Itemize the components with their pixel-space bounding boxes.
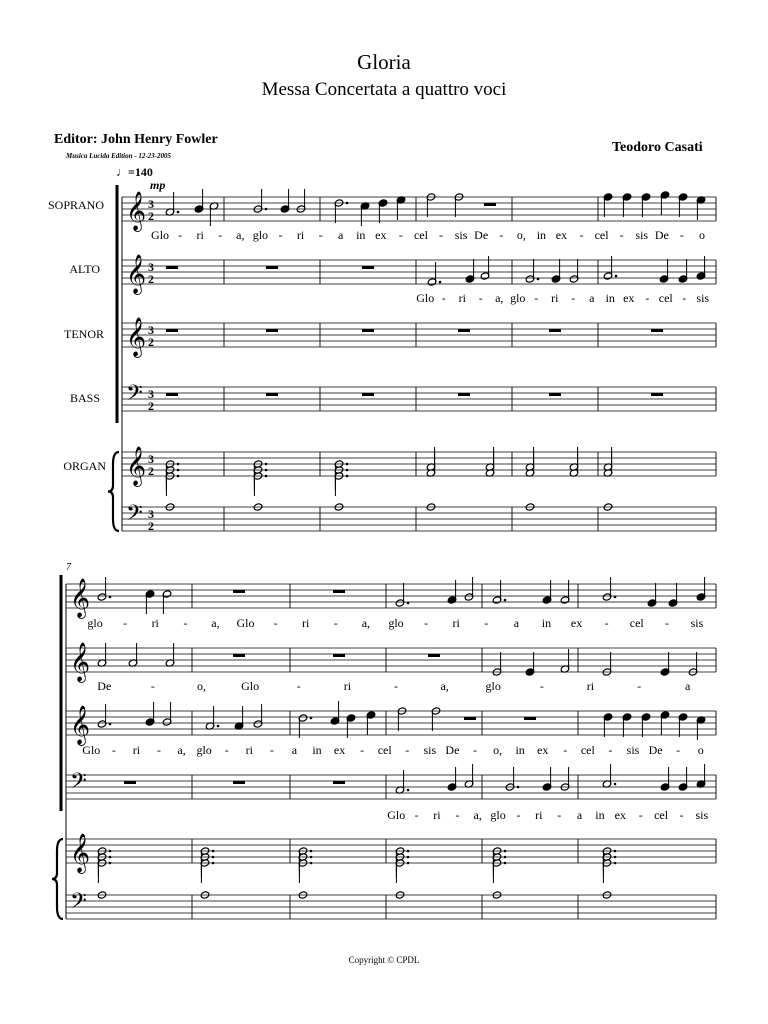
- treble-clef-icon: 𝄞: [126, 317, 147, 357]
- lyric-syllable: cel: [629, 616, 644, 630]
- note-dot: [310, 862, 313, 865]
- treble-clef-icon: 𝄞: [70, 705, 91, 745]
- note-dot: [109, 596, 112, 599]
- lyric-syllable: -: [484, 616, 489, 630]
- lyric-syllable: -: [318, 228, 323, 242]
- treble-clef-icon: 𝄞: [70, 578, 91, 618]
- lyric-syllable: -: [178, 228, 183, 242]
- lyric-syllable: -: [278, 228, 283, 242]
- page-title: Gloria: [357, 50, 411, 74]
- lyric-syllable: -: [557, 808, 562, 822]
- lyric-syllable: sis: [626, 743, 640, 757]
- lyric-syllable: cel: [594, 228, 609, 242]
- whole-rest: [333, 654, 345, 657]
- lyric-syllable: -: [183, 616, 188, 630]
- tempo-marking: ♩=140: [116, 165, 153, 179]
- lyric-syllable: ex: [614, 808, 626, 822]
- lyric-syllable: -: [682, 291, 687, 305]
- note-dot: [615, 275, 618, 278]
- lyric-syllable: sis: [690, 616, 704, 630]
- whole-rest: [464, 717, 476, 720]
- lyric-syllable: -: [269, 743, 274, 757]
- lyric-syllable: -: [571, 291, 576, 305]
- lyric-syllable: a: [291, 743, 298, 757]
- lyric-syllable: -: [473, 743, 477, 757]
- lyric-syllable: Glo: [241, 679, 260, 693]
- lyric-syllable: De: [445, 743, 460, 757]
- lyric-syllable: -: [604, 616, 609, 630]
- note-dot: [407, 856, 410, 859]
- note-dot: [265, 463, 268, 466]
- lyric-syllable: ri: [151, 616, 159, 630]
- lyric-syllable: Glo: [82, 743, 101, 757]
- lyric-syllable: a,: [440, 679, 449, 693]
- lyric-syllable: -: [638, 808, 643, 822]
- bass-clef-icon: 𝄢: [126, 501, 143, 531]
- whole-rest: [428, 654, 440, 657]
- note-dot: [537, 278, 540, 281]
- time-signature-top: 3: [148, 197, 154, 211]
- lyric-syllable: De: [648, 743, 663, 757]
- note-dot: [504, 850, 507, 853]
- note-dot: [346, 475, 349, 478]
- lyric-syllable: a: [513, 616, 520, 630]
- whole-rest: [166, 393, 178, 396]
- composer-credit: Teodoro Casati: [612, 140, 703, 155]
- whole-rest: [233, 590, 245, 593]
- note-dot: [177, 475, 180, 478]
- lyric-syllable: in: [541, 616, 552, 630]
- time-signature-bottom: 2: [148, 464, 154, 478]
- lyric-syllable: in: [536, 228, 547, 242]
- lyric-syllable: o,: [516, 228, 526, 242]
- note-dot: [504, 862, 507, 865]
- voice-label-bass: BASS: [69, 391, 100, 405]
- lyric-syllable: glo: [252, 228, 269, 242]
- page-subtitle: Messa Concertata a quattro voci: [261, 79, 507, 100]
- note-dot: [212, 862, 215, 865]
- lyric-syllable: -: [439, 228, 444, 242]
- lyric-syllable: o: [697, 743, 704, 757]
- note-dot: [212, 856, 215, 859]
- time-signature-top: 3: [148, 323, 154, 337]
- whole-rest: [233, 781, 245, 784]
- lyric-syllable: -: [218, 228, 223, 242]
- note-dot: [407, 789, 410, 792]
- lyric-syllable: ex: [555, 228, 568, 242]
- lyric-syllable: Glo: [236, 616, 255, 630]
- lyric-syllable: De: [97, 679, 112, 693]
- lyric-syllable: sis: [695, 808, 709, 822]
- whole-rest: [549, 329, 561, 332]
- measure-number: 7: [66, 562, 71, 573]
- lyric-syllable: -: [150, 679, 155, 693]
- lyric-syllable: cel: [377, 743, 392, 757]
- time-signature-top: 3: [148, 507, 154, 521]
- note-dot: [310, 717, 313, 720]
- lyric-syllable: ri: [302, 616, 310, 630]
- lyric-syllable: ex: [333, 743, 346, 757]
- bass-clef-icon: 𝄢: [70, 769, 87, 799]
- lyric-syllable: -: [455, 808, 460, 822]
- time-signature-top: 3: [148, 452, 154, 466]
- note-dot: [346, 469, 349, 472]
- time-signature-bottom: 2: [148, 335, 154, 349]
- lyric-syllable: -: [360, 743, 365, 757]
- whole-rest: [124, 781, 136, 784]
- lyric-syllable: ri: [452, 616, 460, 630]
- note-dot: [109, 856, 112, 859]
- note-dot: [614, 856, 617, 859]
- lyric-syllable: cel: [580, 743, 595, 757]
- lyric-syllable: -: [645, 291, 650, 305]
- lyric-syllable: glo: [510, 291, 526, 305]
- whole-rest: [333, 781, 345, 784]
- organ-brace-icon: [108, 452, 119, 531]
- lyric-syllable: a,: [495, 291, 504, 305]
- lyric-syllable: glo: [490, 808, 506, 822]
- lyric-syllable: -: [664, 616, 669, 630]
- lyric-syllable: -: [478, 291, 483, 305]
- note-dot: [177, 211, 180, 214]
- note-dot: [614, 850, 617, 853]
- note-dot: [407, 862, 410, 865]
- lyric-syllable: -: [563, 743, 568, 757]
- lyric-syllable: glo: [485, 679, 501, 693]
- whole-rest: [484, 203, 496, 206]
- lyric-syllable: ex: [570, 616, 583, 630]
- lyric-syllable: a,: [236, 228, 245, 242]
- copyright-notice: Copyright © CPDL: [348, 955, 420, 965]
- lyric-syllable: -: [619, 228, 624, 242]
- lyric-syllable: glo: [388, 616, 404, 630]
- treble-clef-icon: 𝄞: [126, 191, 147, 231]
- note-dot: [265, 475, 268, 478]
- lyric-syllable: o,: [197, 679, 207, 693]
- whole-rest: [362, 329, 374, 332]
- note-dot: [310, 850, 313, 853]
- lyric-syllable: ri: [551, 291, 559, 305]
- lyric-syllable: ri: [132, 743, 141, 757]
- note-dot: [109, 723, 112, 726]
- lyric-syllable: -: [534, 291, 539, 305]
- lyric-syllable: glo: [196, 743, 212, 757]
- lyric-syllable: cel: [658, 291, 673, 305]
- lyric-syllable: cel: [654, 808, 669, 822]
- lyric-syllable: in: [312, 743, 322, 757]
- lyric-syllable: in: [595, 808, 605, 822]
- time-signature-top: 3: [148, 260, 154, 274]
- whole-rest: [458, 393, 470, 396]
- lyric-syllable: ri: [433, 808, 441, 822]
- lyric-syllable: ri: [196, 228, 204, 242]
- note-dot: [265, 208, 268, 211]
- whole-rest: [266, 393, 278, 396]
- edition-note: Musica Lucida Edition - 12-23-2005: [66, 152, 172, 160]
- lyric-syllable: -: [579, 228, 584, 242]
- whole-rest: [362, 266, 374, 269]
- time-signature-bottom: 2: [148, 519, 154, 533]
- note-dot: [407, 602, 410, 605]
- lyric-syllable: -: [398, 228, 403, 242]
- lyric-syllable: -: [679, 228, 684, 242]
- whole-rest: [651, 329, 663, 332]
- lyric-syllable: a,: [361, 616, 371, 630]
- whole-rest: [524, 717, 536, 720]
- whole-rest: [651, 393, 663, 396]
- lyric-syllable: -: [111, 743, 116, 757]
- note-dot: [177, 469, 180, 472]
- note-dot: [109, 862, 112, 865]
- lyric-syllable: sis: [696, 291, 710, 305]
- lyric-syllable: -: [405, 743, 410, 757]
- note-dot: [346, 202, 349, 205]
- lyric-syllable: De: [654, 228, 669, 242]
- lyric-syllable: -: [333, 616, 338, 630]
- lyric-syllable: a: [589, 291, 595, 305]
- note-dot: [265, 469, 268, 472]
- whole-rest: [362, 393, 374, 396]
- lyric-syllable: -: [608, 743, 613, 757]
- whole-rest: [233, 654, 245, 657]
- lyric-syllable: -: [224, 743, 229, 757]
- whole-rest: [333, 590, 345, 593]
- editor-credit: Editor: John Henry Fowler: [54, 132, 218, 147]
- time-signature-bottom: 2: [148, 209, 154, 223]
- lyric-syllable: -: [539, 679, 544, 693]
- voice-label-alto: ALTO: [69, 262, 100, 276]
- note-dot: [439, 281, 442, 284]
- whole-rest: [549, 393, 561, 396]
- time-signature-bottom: 2: [148, 399, 154, 413]
- lyric-syllable: in: [605, 291, 615, 305]
- bass-clef-icon: 𝄢: [70, 889, 87, 919]
- dynamic-marking: mp: [150, 178, 166, 192]
- lyric-syllable: cel: [413, 228, 428, 242]
- whole-rest: [166, 329, 178, 332]
- lyric-syllable: ex: [375, 228, 387, 242]
- lyric-syllable: -: [424, 616, 429, 630]
- lyric-syllable: in: [356, 228, 366, 242]
- lyric-syllable: sis: [423, 743, 437, 757]
- lyric-syllable: a,: [211, 616, 220, 630]
- treble-clef-icon: 𝄞: [70, 833, 91, 873]
- lyric-syllable: -: [441, 291, 446, 305]
- note-dot: [212, 850, 215, 853]
- lyric-syllable: ri: [535, 808, 543, 822]
- lyric-syllable: -: [414, 808, 419, 822]
- whole-rest: [458, 329, 470, 332]
- lyric-syllable: ri: [458, 291, 466, 305]
- lyric-syllable: -: [516, 808, 521, 822]
- note-dot: [109, 850, 112, 853]
- lyric-syllable: -: [394, 679, 398, 693]
- lyric-syllable: Glo: [416, 291, 435, 305]
- lyric-syllable: ri: [586, 679, 595, 693]
- lyric-syllable: a: [576, 808, 583, 822]
- voice-label-tenor: TENOR: [64, 327, 104, 341]
- whole-rest: [266, 266, 278, 269]
- note-dot: [614, 862, 617, 865]
- lyric-syllable: -: [273, 616, 278, 630]
- note-dot: [517, 786, 520, 789]
- note-dot: [614, 783, 617, 786]
- lyric-syllable: a: [685, 679, 691, 693]
- whole-rest: [266, 329, 278, 332]
- organ-brace-icon: [52, 839, 63, 919]
- lyric-syllable: sis: [454, 228, 468, 242]
- lyric-syllable: a: [338, 228, 344, 242]
- lyric-syllable: -: [157, 743, 161, 757]
- lyric-syllable: ri: [296, 228, 305, 242]
- time-signature-top: 3: [148, 387, 154, 401]
- lyric-syllable: -: [123, 616, 128, 630]
- treble-clef-icon: 𝄞: [126, 446, 147, 486]
- lyric-syllable: Glo: [151, 228, 170, 242]
- lyric-syllable: ri: [245, 743, 253, 757]
- treble-clef-icon: 𝄞: [126, 254, 147, 294]
- note-dot: [614, 596, 617, 599]
- lyric-syllable: glo: [87, 616, 103, 630]
- note-dot: [217, 725, 220, 728]
- lyric-syllable: De: [474, 228, 489, 242]
- lyric-syllable: Glo: [387, 808, 406, 822]
- note-dot: [177, 463, 180, 466]
- voice-label-soprano: SOPRANO: [47, 198, 104, 212]
- note-dot: [504, 856, 507, 859]
- lyric-syllable: -: [296, 679, 301, 693]
- lyric-syllable: o,: [493, 743, 503, 757]
- lyric-syllable: -: [676, 743, 681, 757]
- treble-clef-icon: 𝄞: [70, 642, 91, 682]
- voice-label-organ: ORGAN: [63, 459, 106, 473]
- lyric-syllable: o: [698, 228, 705, 242]
- note-dot: [310, 856, 313, 859]
- lyric-syllable: -: [499, 228, 504, 242]
- whole-rest: [166, 266, 178, 269]
- lyric-syllable: -: [637, 679, 642, 693]
- lyric-syllable: a,: [177, 743, 186, 757]
- lyric-syllable: ex: [537, 743, 549, 757]
- note-dot: [346, 463, 349, 466]
- lyric-syllable: ri: [343, 679, 352, 693]
- lyric-syllable: sis: [635, 228, 649, 242]
- lyric-syllable: -: [679, 808, 684, 822]
- lyric-syllable: a,: [473, 808, 482, 822]
- lyric-syllable: in: [515, 743, 525, 757]
- note-dot: [504, 599, 507, 602]
- time-signature-bottom: 2: [148, 272, 154, 286]
- note-dot: [407, 850, 410, 853]
- lyric-syllable: ex: [623, 291, 635, 305]
- bass-clef-icon: 𝄢: [126, 381, 143, 411]
